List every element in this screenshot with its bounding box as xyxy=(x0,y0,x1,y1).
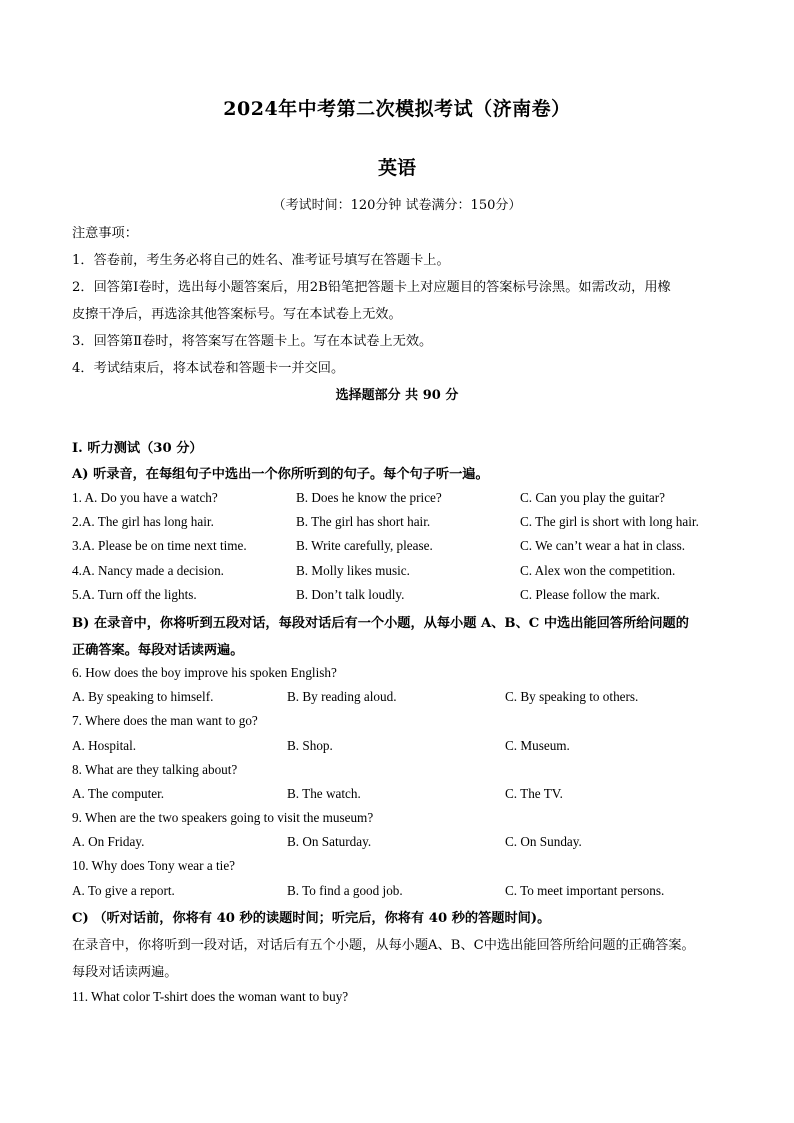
q10-option-b: B. To find a good job. xyxy=(287,883,403,898)
section-b-heading-cont: 正确答案。每段对话读两遍。 xyxy=(72,643,244,658)
a-row-1-b: B. Does he know the price? xyxy=(296,490,442,505)
question-6: 6. How does the boy improve his spoken English? xyxy=(72,665,337,680)
q6-option-c: C. By speaking to others. xyxy=(505,689,639,704)
a-row-4-b: B. Molly likes music. xyxy=(296,563,410,578)
part-title: 选择题部分 共 90 分 xyxy=(335,388,459,403)
a-row-5-b: B. Don’t talk loudly. xyxy=(296,587,405,602)
question-9: 9. When are the two speakers going to visit the museum? xyxy=(72,810,374,825)
q8-option-a: A. The computer. xyxy=(72,786,165,801)
section-heading: I. 听力测试（30 分） xyxy=(72,441,203,456)
question-8: 8. What are they talking about? xyxy=(72,762,238,777)
q10-option-a: A. To give a report. xyxy=(72,883,175,898)
a-row-5-c: C. Please follow the mark. xyxy=(520,587,660,602)
q7-option-b: B. Shop. xyxy=(287,738,333,753)
q8-option-b: B. The watch. xyxy=(287,786,361,801)
a-row-4-c: C. Alex won the competition. xyxy=(520,563,676,578)
q7-option-c: C. Museum. xyxy=(505,738,570,753)
q7-option-a: A. Hospital. xyxy=(72,738,137,753)
note-item: 皮擦干净后，再选涂其他答案标号。写在本试卷上无效。 xyxy=(72,307,402,322)
section-a-heading: A) 听录音，在每组句子中选出一个你所听到的句子。每个句子听一遍。 xyxy=(72,467,489,482)
a-row-1-c: C. Can you play the guitar? xyxy=(520,490,666,505)
a-row-2-a: 2.A. The girl has long hair. xyxy=(72,514,214,529)
q6-option-a: A. By speaking to himself. xyxy=(72,689,214,704)
question-11: 11. What color T-shirt does the woman want to buy? xyxy=(72,989,349,1004)
a-row-4-a: 4.A. Nancy made a decision. xyxy=(72,563,224,578)
section-b-heading: B) 在录音中，你将听到五段对话，每段对话后有一个小题，从每小题 A、B、C 中选出能回答所给问题的 xyxy=(72,616,689,631)
q10-option-c: C. To meet important persons. xyxy=(505,883,665,898)
q9-option-b: B. On Saturday. xyxy=(287,834,372,849)
section-c-text-cont: 每段对话读两遍。 xyxy=(72,965,178,980)
q8-option-c: C. The TV. xyxy=(505,786,563,801)
note-item: 3．回答第Ⅱ卷时，将答案写在答题卡上。写在本试卷上无效。 xyxy=(72,334,433,349)
q6-option-b: B. By reading aloud. xyxy=(287,689,397,704)
a-row-3-c: C. We can’t wear a hat in class. xyxy=(520,538,686,553)
a-row-3-b: B. Write carefully, please. xyxy=(296,538,433,553)
section-c-text: 在录音中，你将听到一段对话，对话后有五个小题，从每小题A、B、C中选出能回答所给问题的正确答案。 xyxy=(72,938,695,953)
exam-meta: （考试时间：120分钟 试卷满分：150分） xyxy=(272,198,522,213)
question-7: 7. Where does the man want to go? xyxy=(72,713,258,728)
q9-option-c: C. On Sunday. xyxy=(505,834,582,849)
note-item: 2．回答第Ⅰ卷时，选出每小题答案后，用2B铅笔把答题卡上对应题目的答案标号涂黑。如需改动，用橡 xyxy=(72,280,671,295)
note-item: 1．答卷前，考生务必将自己的姓名、准考证号填写在答题卡上。 xyxy=(72,253,450,268)
a-row-1-a: 1. A. Do you have a watch? xyxy=(72,490,218,505)
note-item: 4．考试结束后，将本试卷和答题卡一并交回。 xyxy=(72,361,345,376)
notes-heading: 注意事项： xyxy=(72,226,138,241)
section-c-heading: C) （听对话前，你将有 40 秒的读题时间；听完后，你将有 40 秒的答题时间)。 xyxy=(72,911,551,926)
exam-title: 2024年中考第二次模拟考试（济南卷） xyxy=(223,98,571,120)
a-row-3-a: 3.A. Please be on time next time. xyxy=(72,538,247,553)
q9-option-a: A. On Friday. xyxy=(72,834,145,849)
question-10: 10. Why does Tony wear a tie? xyxy=(72,858,236,873)
a-row-5-a: 5.A. Turn off the lights. xyxy=(72,587,197,602)
a-row-2-b: B. The girl has short hair. xyxy=(296,514,431,529)
a-row-2-c: C. The girl is short with long hair. xyxy=(520,514,699,529)
exam-subject: 英语 xyxy=(377,157,416,179)
